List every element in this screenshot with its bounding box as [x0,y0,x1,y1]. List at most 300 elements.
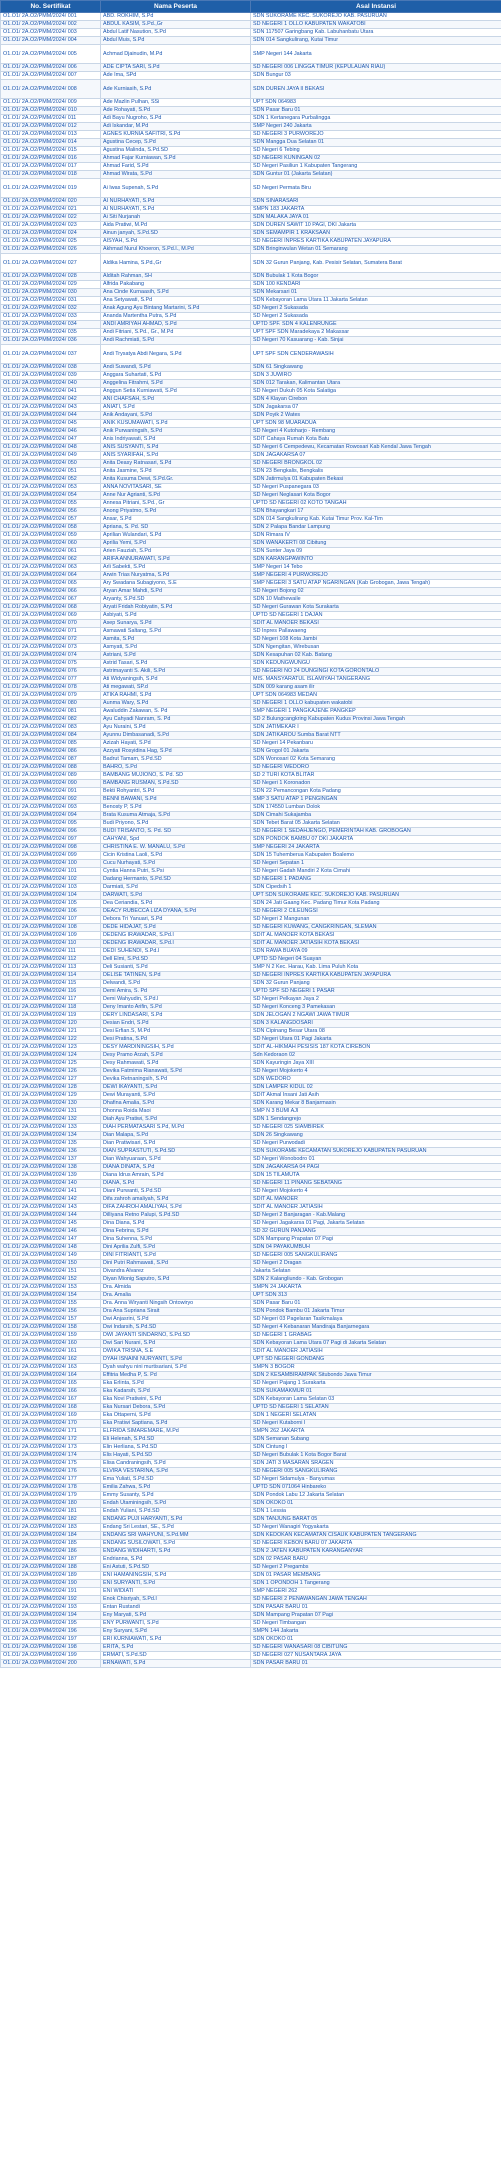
certificate-number-cell: O1.O1/ 2A.O2/PMM/2024/ 166 [1,1388,101,1396]
table-row [1,1316,501,1324]
institution-cell: SDN 32 Gurun Panjang [251,980,501,988]
certificate-number-cell: O1.O1/ 2A.O2/PMM/2024/ 168 [1,1404,101,1412]
institution-cell: SD Negeri Mojokerto 4 [251,1068,501,1076]
table-row [1,364,501,372]
institution-cell: SDN 32 Gurun Panjang, Kab. Pesisir Selatan, Sumatera Barat [251,254,501,273]
participant-name-cell: Entan Rustandi [101,1604,251,1612]
institution-cell: UPT SPF SDN CENDERAWASIH [251,345,501,364]
certificate-number-cell: O1.O1/ 2A.O2/PMM/2024/ 044 [1,412,101,420]
participant-name-cell: BAHRO, S.Pd [101,764,251,772]
table-row [1,1108,501,1116]
institution-cell: SD Negeri Purwodadi [251,1140,501,1148]
table-row [1,99,501,107]
table-row [1,1052,501,1060]
participant-name-cell: DEDENG IRAWADAR, S.Pd.I [101,932,251,940]
table-row [1,1476,501,1484]
institution-cell: UPTD SD NEGERI 02 KOTO TANGAH [251,500,501,508]
participant-name-cell: Eka Pratiwi Saptiana, S.Pd [101,1420,251,1428]
institution-cell: SDN 10 Mathewaile [251,596,501,604]
certificate-number-cell: O1.O1/ 2A.O2/PMM/2024/ 075 [1,660,101,668]
table-row [1,1500,501,1508]
institution-cell: SD Negeri Sepatan 1 [251,860,501,868]
certificate-number-cell: O1.O1/ 2A.O2/PMM/2024/ 175 [1,1460,101,1468]
institution-cell: SD NEGERI 3 PURWOREJO [251,131,501,139]
table-row [1,476,501,484]
participant-name-cell: Elisa Candraningsih, S.Pd [101,1460,251,1468]
certificate-number-cell: O1.O1/ 2A.O2/PMM/2024/ 186 [1,1548,101,1556]
certificate-number-cell: O1.O1/ 2A.O2/PMM/2024/ 070 [1,620,101,628]
institution-cell: SDN SUKORAME KECAMATAN SUKOREJO KABUPATEN PASURUAN [251,1148,501,1156]
certificate-number-cell: O1.O1/ 2A.O2/PMM/2024/ 046 [1,428,101,436]
table-row [1,1292,501,1300]
institution-cell: SDN 22 Pemancongan Kota Padang [251,788,501,796]
participant-name-cell: Cucu Nurhayati, S.Pd [101,860,251,868]
institution-cell: SDN Jagakarsa 07 [251,404,501,412]
certificate-number-cell: O1.O1/ 2A.O2/PMM/2024/ 198 [1,1644,101,1652]
participant-name-cell: Ai Siti Nurjanah [101,214,251,222]
certificate-number-cell: O1.O1/ 2A.O2/PMM/2024/ 145 [1,1220,101,1228]
table-row [1,1564,501,1572]
institution-cell: SDN Bubulak 1 Kota Bogor [251,273,501,281]
certificate-number-cell: O1.O1/ 2A.O2/PMM/2024/ 107 [1,916,101,924]
certificate-number-cell: O1.O1/ 2A.O2/PMM/2024/ 049 [1,452,101,460]
participant-name-cell: Demi Amira, S. Pd [101,988,251,996]
participant-name-cell: Akhmad Nurul Khoeron, S.Pd.I., M.Pd [101,246,251,254]
table-row [1,1268,501,1276]
table-row [1,1412,501,1420]
participant-name-cell: Ade Ima, SPd [101,72,251,80]
participant-name-cell: Dra. Anna Wiryanti Ningsih Ontowiryo [101,1300,251,1308]
certificate-number-cell: O1.O1/ 2A.O2/PMM/2024/ 132 [1,1116,101,1124]
table-row [1,820,501,828]
participant-name-cell: Azzyati Rosyidina Hag, S.Pd [101,748,251,756]
participant-name-cell: Debora Tri Yanuari, S.Pd [101,916,251,924]
institution-cell: SD NEGERI 1 GRABAG [251,1332,501,1340]
participant-name-cell: AISYAH, S.Pd [101,238,251,246]
table-row [1,852,501,860]
participant-name-cell: Ananda Martentha Putra, S.Pd [101,313,251,321]
certificate-number-cell: O1.O1/ 2A.O2/PMM/2024/ 071 [1,628,101,636]
participant-name-cell: Dina Suhenna, S.Pd [101,1236,251,1244]
institution-cell: SDN KEDUNGWUNGU [251,660,501,668]
table-row [1,1212,501,1220]
table-row [1,21,501,29]
certificate-number-cell: O1.O1/ 2A.O2/PMM/2024/ 124 [1,1052,101,1060]
institution-cell: SDIT AL MANOER BEKASI [251,620,501,628]
certificate-number-cell: O1.O1/ 2A.O2/PMM/2024/ 042 [1,396,101,404]
participant-name-cell: Dian Pratiwisari, S.Pd [101,1140,251,1148]
certificate-number-cell: O1.O1/ 2A.O2/PMM/2024/ 170 [1,1420,101,1428]
certificate-number-cell: O1.O1/ 2A.O2/PMM/2024/ 003 [1,29,101,37]
participant-name-cell: ENDANG WIDIHARTI, S.Pd [101,1548,251,1556]
institution-cell: SDN Cipedsih 1 [251,884,501,892]
certificate-number-cell: O1.O1/ 2A.O2/PMM/2024/ 103 [1,884,101,892]
table-row [1,772,501,780]
table-row [1,321,501,329]
participant-name-cell: AI NURHAYATI, S.Pd [101,198,251,206]
institution-cell: SD Negeri 2 Sukasada [251,305,501,313]
institution-cell: SDN JAGAKARSA 07 [251,452,501,460]
table-row [1,1276,501,1284]
participant-name-cell: Anak Agung Ayu Bintang Martarini, S.Pd [101,305,251,313]
certificate-number-cell: O1.O1/ 2A.O2/PMM/2024/ 163 [1,1364,101,1372]
certificate-number-cell: O1.O1/ 2A.O2/PMM/2024/ 036 [1,337,101,345]
certificate-number-cell: O1.O1/ 2A.O2/PMM/2024/ 092 [1,796,101,804]
table-row [1,500,501,508]
table-row [1,836,501,844]
table-row [1,1204,501,1212]
participant-name-cell: Aryan Amar Mahdi, S.Pd [101,588,251,596]
certificate-number-cell: O1.O1/ 2A.O2/PMM/2024/ 056 [1,508,101,516]
certificate-number-cell: O1.O1/ 2A.O2/PMM/2024/ 184 [1,1532,101,1540]
institution-cell: SDN Wonosari 02 Kota Semarang [251,756,501,764]
table-row [1,652,501,660]
certificate-number-cell: O1.O1/ 2A.O2/PMM/2024/ 057 [1,516,101,524]
table-row [1,1124,501,1132]
institution-cell: SMP Negeri 14 Tebo [251,564,501,572]
participant-name-cell: DWIKA TRISNA, S.E [101,1348,251,1356]
header-no-sertifikat: No. Sertifikat [1,1,101,13]
institution-cell: SDIT AL MANOER KOTA BEKASI [251,932,501,940]
certificate-number-cell: O1.O1/ 2A.O2/PMM/2024/ 126 [1,1068,101,1076]
participant-name-cell: Ema Yuliati, S.Pd.SD [101,1476,251,1484]
table-row [1,892,501,900]
table-row [1,1492,501,1500]
institution-cell: SD NEGERI 11 PINANG SEBATANG [251,1180,501,1188]
institution-cell: SD Negeri Utara 01 Pagi Jakarta [251,1036,501,1044]
institution-cell: SDN OKOKO 01 [251,1500,501,1508]
table-row [1,1484,501,1492]
institution-cell: SD Negeri 03 Pagelaran Tasikmalaya [251,1316,501,1324]
participant-name-cell: Emilia Zahwa, S.Pd [101,1484,251,1492]
table-row [1,876,501,884]
table-row [1,1060,501,1068]
certificate-number-cell: O1.O1/ 2A.O2/PMM/2024/ 136 [1,1148,101,1156]
participant-name-cell: DWI JAYANTI SINDARNO, S.Pd.SD [101,1332,251,1340]
table-row [1,676,501,684]
table-row [1,716,501,724]
table-row [1,222,501,230]
table-row [1,732,501,740]
institution-cell: SDN 4 Klayan Cirebon [251,396,501,404]
institution-cell: SDN 117507 Garingbang Kab. Labuhanbatu Utara [251,29,501,37]
institution-cell: SDN Poyik 2 Wates [251,412,501,420]
table-row [1,1180,501,1188]
table-row [1,1380,501,1388]
certificate-number-cell: O1.O1/ 2A.O2/PMM/2024/ 067 [1,596,101,604]
institution-cell: UPTD SD NEGERI 1 DAJAN [251,612,501,620]
table-row [1,436,501,444]
participant-name-cell: Alfrida Pakabang [101,281,251,289]
institution-cell: Sdn Kedoraon 02 [251,1052,501,1060]
table-header-row [1,1,501,13]
participant-name-cell: DEDE HIDAJAT, S.Pd [101,924,251,932]
table-row [1,1036,501,1044]
participant-name-cell: ANI CHAFSAH, S.Pd [101,396,251,404]
institution-cell: SDN JELOGAN 2 NGAWI JAWA TIMUR [251,1012,501,1020]
table-row [1,940,501,948]
participant-name-cell: Andi Trysatya Abdi Negara, S.Pd [101,345,251,364]
certificate-number-cell: O1.O1/ 2A.O2/PMM/2024/ 035 [1,329,101,337]
table-row [1,1164,501,1172]
participant-name-cell: Dian Wahyuaraan, S.Pd [101,1156,251,1164]
participant-name-cell: Desi Erfian.S, M.Pd [101,1028,251,1036]
institution-cell: SD Negeri 6 Tebing [251,147,501,155]
certificate-number-cell: O1.O1/ 2A.O2/PMM/2024/ 099 [1,852,101,860]
institution-cell: SD 2 TURI KOTA BLITAR [251,772,501,780]
table-row [1,1516,501,1524]
table-row [1,1452,501,1460]
certificate-number-cell: O1.O1/ 2A.O2/PMM/2024/ 039 [1,372,101,380]
participant-name-cell: Aida Pratiwi, M.Pd [101,222,251,230]
institution-cell: SD NEGERI 025 SIAMBIREK [251,1124,501,1132]
participant-name-cell: Aprilian Wulandari, S.Pd [101,532,251,540]
certificate-number-cell: O1.O1/ 2A.O2/PMM/2024/ 140 [1,1180,101,1188]
table-row [1,684,501,692]
institution-cell: SD NEGERI WANASARI 08 CIBITUNG [251,1644,501,1652]
table-row [1,908,501,916]
institution-cell: SD NEGERI 1 SEDAHJENGO, PEMERINTAH KAB. GROBOGAN [251,828,501,836]
institution-cell: SDN 15 TILAMUTA [251,1172,501,1180]
header-asal-instansi: Asal Instansi [251,1,501,13]
certificate-number-cell: O1.O1/ 2A.O2/PMM/2024/ 131 [1,1108,101,1116]
institution-cell: SD Negeri Bojong 02 [251,588,501,596]
participant-name-cell: BENNI BAWANI, S.Pd [101,796,251,804]
institution-cell: SDN JAGAKARSA 04 PAGI [251,1164,501,1172]
institution-cell: SDN WEDORO [251,1076,501,1084]
participant-name-cell: ELVIRA VESTARINA, S.Pd [101,1468,251,1476]
certificate-number-cell: O1.O1/ 2A.O2/PMM/2024/ 180 [1,1500,101,1508]
institution-cell: SD Negeri Jagakarsa 01 Pagi, Jakarta Selatan [251,1220,501,1228]
institution-cell: SD Negeri 2 Sukasada [251,313,501,321]
participant-name-cell: ABD. ROKHIM, S.Pd [101,13,251,21]
certificate-number-cell: O1.O1/ 2A.O2/PMM/2024/ 118 [1,1004,101,1012]
table-row [1,1012,501,1020]
certificate-number-cell: O1.O1/ 2A.O2/PMM/2024/ 064 [1,572,101,580]
certificate-number-cell: O1.O1/ 2A.O2/PMM/2024/ 191 [1,1588,101,1596]
participant-name-cell: Brata Kusuma Atmaja, S.Pd [101,812,251,820]
institution-cell: SD NEGERI 2 PENAWANGAN JAWA TENGAH [251,1596,501,1604]
table-row [1,1628,501,1636]
institution-cell: SD Negeri Timbangan [251,1620,501,1628]
participant-name-cell: ANIS SYARIFAH, S.Pd [101,452,251,460]
certificate-number-cell: O1.O1/ 2A.O2/PMM/2024/ 018 [1,171,101,179]
institution-cell: SD Negeri Konceng 3 Pamekasan [251,1004,501,1012]
institution-cell: SD 2 Bulungcangkring Kabupaten Kudus Provinsi Jawa Tengah [251,716,501,724]
participant-name-cell: Bekti Rohyantri, S.Pd [101,788,251,796]
table-row [1,1084,501,1092]
table-row [1,246,501,254]
table-row [1,1140,501,1148]
institution-cell: SD Negeri 108 Kota Jambi [251,636,501,644]
participant-name-cell: ARIFA ANNURAWATI, S.Pd [101,556,251,564]
table-row [1,1572,501,1580]
institution-cell: SD Negeri 70 Kasuarang - Kab. Sinjai [251,337,501,345]
certificate-number-cell: O1.O1/ 2A.O2/PMM/2024/ 063 [1,564,101,572]
participant-name-cell: Alditah Rahman, SH [101,273,251,281]
table-row [1,388,501,396]
table-row [1,924,501,932]
certificate-number-cell: O1.O1/ 2A.O2/PMM/2024/ 123 [1,1044,101,1052]
certificate-number-cell: O1.O1/ 2A.O2/PMM/2024/ 165 [1,1380,101,1388]
certificate-number-cell: O1.O1/ 2A.O2/PMM/2024/ 008 [1,80,101,99]
participant-name-cell: Aldika Hamina, S.Pd.,Gr [101,254,251,273]
table-row [1,1588,501,1596]
participant-name-cell: Annesa Pitriani, S.Pd., Gr [101,500,251,508]
table-row [1,1236,501,1244]
participant-name-cell: Andi Rachmiati, S.Pd [101,337,251,345]
certificate-number-cell: O1.O1/ 2A.O2/PMM/2024/ 037 [1,345,101,364]
institution-cell: SDN LAMPER KIDUL 02 [251,1084,501,1092]
table-row [1,444,501,452]
table-row [1,660,501,668]
certificate-number-cell: O1.O1/ 2A.O2/PMM/2024/ 065 [1,580,101,588]
institution-cell: UPT SDN SUKORAME KEC. SUKOREJO KAB. PASURUAN [251,892,501,900]
institution-cell: SDN 01 PASAR MEMBANG [251,1572,501,1580]
certificate-number-cell: O1.O1/ 2A.O2/PMM/2024/ 027 [1,254,101,273]
institution-cell: UPT SD NEGERI GONDANG [251,1356,501,1364]
certificate-number-cell: O1.O1/ 2A.O2/PMM/2024/ 115 [1,980,101,988]
institution-cell: SMP N 2 Kec. Harau, Kab. Lima Puluh Kota [251,964,501,972]
participant-name-cell: DINI FITRIANTI, S.Pd [101,1252,251,1260]
institution-cell: SD NEGERI NO 24 DUNGINGI KOTA GORONTALO [251,668,501,676]
institution-cell: SDN Bungur 03 [251,72,501,80]
table-row [1,1196,501,1204]
table-row [1,1244,501,1252]
certificate-number-cell: O1.O1/ 2A.O2/PMM/2024/ 011 [1,115,101,123]
participant-name-cell: DIAN SUPRASTUTI, S.Pd.SD [101,1148,251,1156]
participant-name-cell: Ati megawati, SP.d [101,684,251,692]
certificate-number-cell: O1.O1/ 2A.O2/PMM/2024/ 014 [1,139,101,147]
institution-cell: UPTD SD NEGERI 1 SELATAN [251,1404,501,1412]
table-row [1,238,501,246]
institution-cell: SDN Pondok Bambu 01 Jakarta Timur [251,1308,501,1316]
certificate-number-cell: O1.O1/ 2A.O2/PMM/2024/ 062 [1,556,101,564]
institution-cell: SDN JATIKAROU Sumba Barat NTT [251,732,501,740]
institution-cell: UPT SPF SDN Maradekaya 2 Makassar [251,329,501,337]
certificate-number-cell: O1.O1/ 2A.O2/PMM/2024/ 019 [1,179,101,198]
certificate-number-cell: O1.O1/ 2A.O2/PMM/2024/ 134 [1,1132,101,1140]
institution-cell: SDN 2 Kalangliundo - Kab. Grobogan [251,1276,501,1284]
table-row [1,45,501,64]
table-row [1,420,501,428]
participant-name-cell: Azizah Hayati, S.Pd [101,740,251,748]
participant-name-cell: Astrid Tasari, S.Pd [101,660,251,668]
certificate-number-cell: O1.O1/ 2A.O2/PMM/2024/ 171 [1,1428,101,1436]
certificate-number-cell: O1.O1/ 2A.O2/PMM/2024/ 178 [1,1484,101,1492]
participant-name-cell: Ahmad Farid, S.Pd [101,163,251,171]
certificate-number-cell: O1.O1/ 2A.O2/PMM/2024/ 109 [1,932,101,940]
table-row [1,988,501,996]
certificate-number-cell: O1.O1/ 2A.O2/PMM/2024/ 148 [1,1244,101,1252]
certificate-number-cell: O1.O1/ 2A.O2/PMM/2024/ 080 [1,700,101,708]
participant-name-cell: Ati Widyaningsih, S.Pd [101,676,251,684]
certificate-number-cell: O1.O1/ 2A.O2/PMM/2024/ 137 [1,1156,101,1164]
participant-name-cell: Anita Deasy Ratnasari, S.Pd [101,460,251,468]
institution-cell: SD NEGERI 1 OLLO kabupaten wakatobi [251,700,501,708]
certificate-number-cell: O1.O1/ 2A.O2/PMM/2024/ 197 [1,1636,101,1644]
certificate-number-cell: O1.O1/ 2A.O2/PMM/2024/ 101 [1,868,101,876]
participant-name-cell: Eka Erlinta, S.Pd [101,1380,251,1388]
participant-name-cell: Eka Kadarsih, S.Pd [101,1388,251,1396]
participant-name-cell: DERY LINDASARI, S.Pd [101,1012,251,1020]
participant-name-cell: Dian Malapa, S.Pd [101,1132,251,1140]
institution-cell: SD NEGERI 006 LINGGA TIMUR (KEPULAUAN RIAU) [251,64,501,72]
institution-cell: SMP NEGERI 262 [251,1588,501,1596]
certificate-number-cell: O1.O1/ 2A.O2/PMM/2024/ 105 [1,900,101,908]
table-row [1,516,501,524]
certificate-number-cell: O1.O1/ 2A.O2/PMM/2024/ 052 [1,476,101,484]
participant-name-cell: Difa zahroh amaliyah, S.Pd [101,1196,251,1204]
institution-cell: SD NEGERI 2 CILEUNGSI [251,908,501,916]
participant-name-cell: Abdul Muis, S.Pd [101,37,251,45]
institution-cell: SDN SINARASARI [251,198,501,206]
participant-name-cell: Deli Susianti, S.Pd [101,964,251,972]
certificate-number-cell: O1.O1/ 2A.O2/PMM/2024/ 090 [1,780,101,788]
certificate-number-cell: O1.O1/ 2A.O2/PMM/2024/ 196 [1,1628,101,1636]
institution-cell: SD NEGERI INPRES KARTIKA KABUPATEN JAYAPURA [251,972,501,980]
institution-cell: SDN Semanan Subang [251,1436,501,1444]
certificate-number-cell: O1.O1/ 2A.O2/PMM/2024/ 143 [1,1204,101,1212]
participant-name-cell: Ai Iwas Supenah, S.Pd [101,179,251,198]
institution-cell: UPTD SPF. SDN 4 KALENRUNGE [251,321,501,329]
participant-name-cell: Desian Endri, S.Pd [101,1020,251,1028]
participant-name-cell: DIANA DINATA, S.Pd [101,1164,251,1172]
institution-cell: SDN RAWA BUAYA 09 [251,948,501,956]
table-row [1,788,501,796]
certificate-number-cell: O1.O1/ 2A.O2/PMM/2024/ 016 [1,155,101,163]
certificate-number-cell: O1.O1/ 2A.O2/PMM/2024/ 147 [1,1236,101,1244]
institution-cell: SDN MALAKA JAYA 01 [251,214,501,222]
institution-cell: SDN Mampang Prapatan 07 Pagi [251,1612,501,1620]
table-row [1,1660,501,1668]
participant-name-cell: Budi Priyono, S.Pd [101,820,251,828]
table-row [1,980,501,988]
institution-cell: SDN Cimahi Sukajamba [251,812,501,820]
institution-cell: SD Negeri 2 Banjaragan - Kab.Malang [251,1212,501,1220]
table-row [1,1156,501,1164]
institution-cell: SDN 61 Singkawang [251,364,501,372]
participant-name-cell: DEDI SUHENDI, S.Pd.I [101,948,251,956]
table-row [1,932,501,940]
certificate-number-cell: O1.O1/ 2A.O2/PMM/2024/ 059 [1,532,101,540]
table-row [1,492,501,500]
participant-name-cell: Cicin Kristina Laoli, S.Pd [101,852,251,860]
participant-name-cell: Eny Maryati, S.Pd [101,1612,251,1620]
certificate-number-cell: O1.O1/ 2A.O2/PMM/2024/ 102 [1,876,101,884]
participant-name-cell: Dilliyana Retno Palupi, S.Pd.SD [101,1212,251,1220]
participant-name-cell: CAHYANI, Spd [101,836,251,844]
participant-name-cell: Adi Iskandar, M.Pd [101,123,251,131]
certificate-number-cell: O1.O1/ 2A.O2/PMM/2024/ 034 [1,321,101,329]
table-row [1,1364,501,1372]
participant-name-cell: Effitria Medha P, S. Pd [101,1372,251,1380]
table-row [1,206,501,214]
certificate-number-cell: O1.O1/ 2A.O2/PMM/2024/ 128 [1,1084,101,1092]
institution-cell: SMPN 262 JAKARTA [251,1428,501,1436]
table-row [1,1596,501,1604]
table-row [1,305,501,313]
certificate-number-cell: O1.O1/ 2A.O2/PMM/2024/ 073 [1,644,101,652]
participant-name-cell: Anis Indriyawati, S.Pd [101,436,251,444]
institution-cell: SDN Kebayoran Lama Utara 07 Pagi di Jakarta Selatan [251,1340,501,1348]
participant-name-cell: Anita Kusuma Dewi, S.Pd.Gr. [101,476,251,484]
table-row [1,756,501,764]
certificate-number-cell: O1.O1/ 2A.O2/PMM/2024/ 192 [1,1596,101,1604]
table-row [1,692,501,700]
institution-cell: SD Negeri 14 Pekanbaru [251,740,501,748]
certificate-number-cell: O1.O1/ 2A.O2/PMM/2024/ 176 [1,1468,101,1476]
